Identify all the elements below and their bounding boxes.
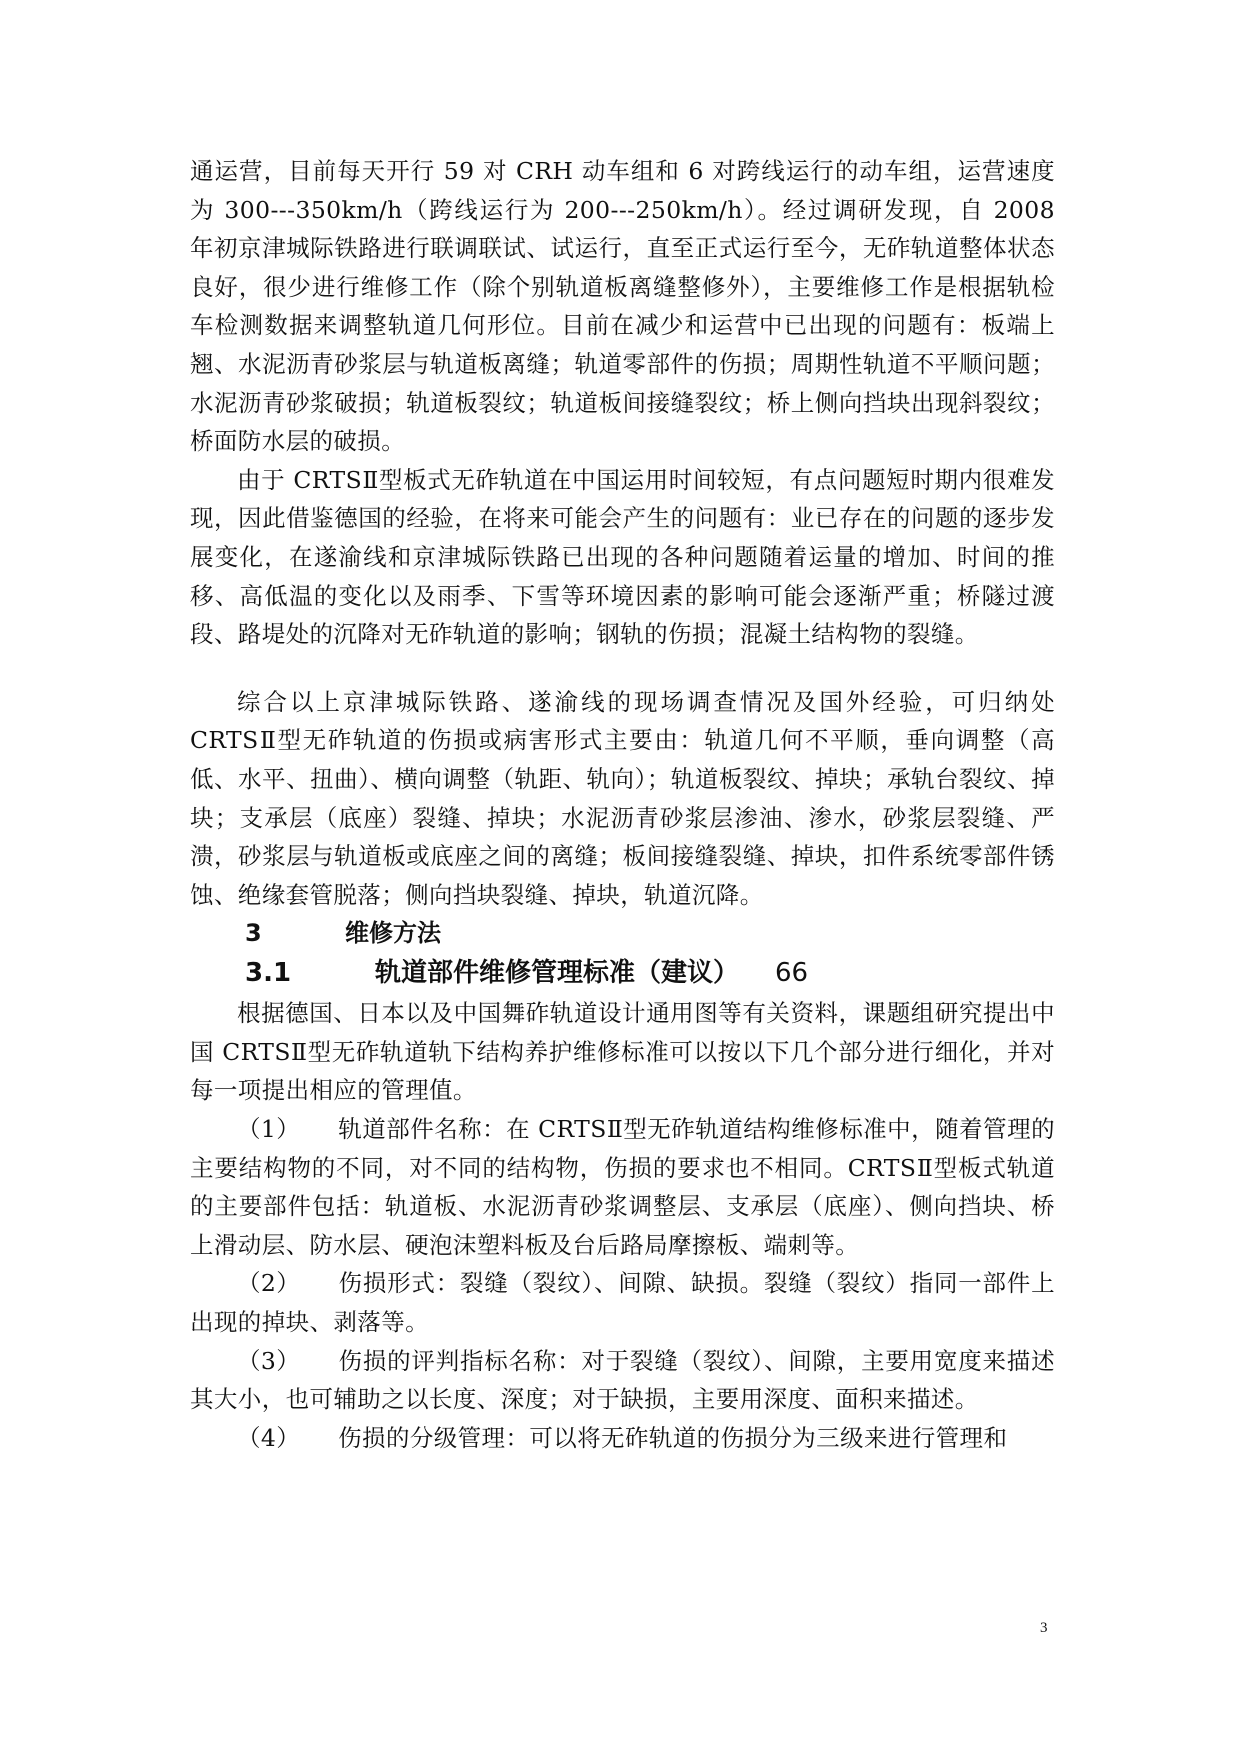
section-heading-3-1 [245,952,1055,994]
section-title: 维修方法 [345,919,441,948]
list-item [190,1342,1055,1419]
section-heading-3 [245,914,1055,952]
list-item-text: 伤损的分级管理：可以将无砟轨道的伤损分为三级来进行管理和 [338,1423,1008,1452]
list-item-label: （3） [237,1346,301,1375]
subsection-number: 3.1 [245,958,292,989]
list-item-text: 伤损的评判指标名称：对于裂缝（裂纹）、间隙，主要用宽度来描述其大小，也可辅助之以长度、深度；对于缺损，主要用深度、面积来描述。 [190,1346,1055,1414]
paragraph-damage-summary: 综合以上京津城际铁路、遂渝线的现场调查情况及国外经验，可归纳处 CRTSⅡ型无砟轨道的伤损或病害形式主要由：轨道几何不平顺，垂向调整（高低、水平、扭曲）、横向调整（轨距、轨向）；轨道板裂纹、掉块；承轨台裂纹、掉块；支承层（底座）裂缝、掉块；水泥沥青砂浆层渗油、渗水，砂浆层裂缝、严溃，砂浆层与轨道板或底座之间的离缝；板间接缝裂缝、掉块，扣件系统零部件锈蚀、绝缘套管脱落；侧向挡块裂缝、掉块，轨道沉降。 [190,687,1055,909]
page-number: 3 [1040,1620,1048,1636]
list-item-text: 轨道部件名称：在 CRTSⅡ型无砟轨道结构维修标准中，随着管理的主要结构物的不同，对不同的结构物，伤损的要求也不相同。CRTSⅡ型板式轨道的主要部件包括：轨道板、水泥沥青砂浆调整层、支承层（底座）、侧向挡块、桥上滑动层、防水层、硬泡沫塑料板及台后路局摩擦板、端刺等。 [190,1115,1055,1259]
list-item [190,1419,1055,1458]
section-number: 3 [245,919,262,948]
list-item [190,1110,1055,1264]
paragraph-future-problems: 由于 CRTSⅡ型板式无砟轨道在中国运用时间较短，有点问题短时期内很难发现，因此借鉴德国的经验，在将来可能会产生的问题有：业已存在的问题的逐步发展变化，在遂渝线和京津城际铁路已出现的各种问题随着运量的增加、时间的推移、高低温的变化以及雨季、下雪等环境因素的影响可能会逐渐严重；桥隧过渡段、路堤处的沉降对无砟轨道的影响；钢轨的伤损；混凝土结构物的裂缝。 [190,465,1055,649]
subsection-title: 轨道部件维修管理标准（建议） [375,958,740,989]
paragraph-operations: 通运营，目前每天开行 59 对 CRH 动车组和 6 对跨线运行的动车组，运营速度为 300---350km/h（跨线运行为 200---250km/h）。经过调研发现，自 2008 年初京津城际铁路进行联调联试、试运行，直至正式运行至今，无砟轨道整体状态良好，很少进行维修工作（除个别轨道板离缝整修外），主要维修工作是根据轨检车检测数据来调整轨道几何形位。目前在减少和运营中已出现的问题有：板端上翘、水泥沥青砂浆层与轨道板离缝；轨道零部件的伤损；周期性轨道不平顺问题；水泥沥青砂浆破损；轨道板裂纹；轨道板间接缝裂纹；桥上侧向挡块出现斜裂纹；桥面防水层的破损。 [190,157,1055,456]
list-item-text: 伤损形式：裂缝（裂纹）、间隙、缺损。裂缝（裂纹）指同一部件上出现的掉块、剥落等。 [190,1269,1055,1337]
list-item [190,1264,1055,1341]
document-body [190,152,1055,1457]
list-item-label: （1） [237,1115,301,1144]
list-item-label: （4） [237,1423,301,1452]
list-item-label: （2） [237,1269,301,1298]
subsection-reference: 66 [775,958,809,989]
paragraph-standards-intro: 根据德国、日本以及中国舞砟轨道设计通用图等有关资料，课题组研究提出中国 CRTSⅡ型无砟轨道轨下结构养护维修标准可以按以下几个部分进行细化，并对每一项提出相应的管理值。 [190,999,1055,1105]
